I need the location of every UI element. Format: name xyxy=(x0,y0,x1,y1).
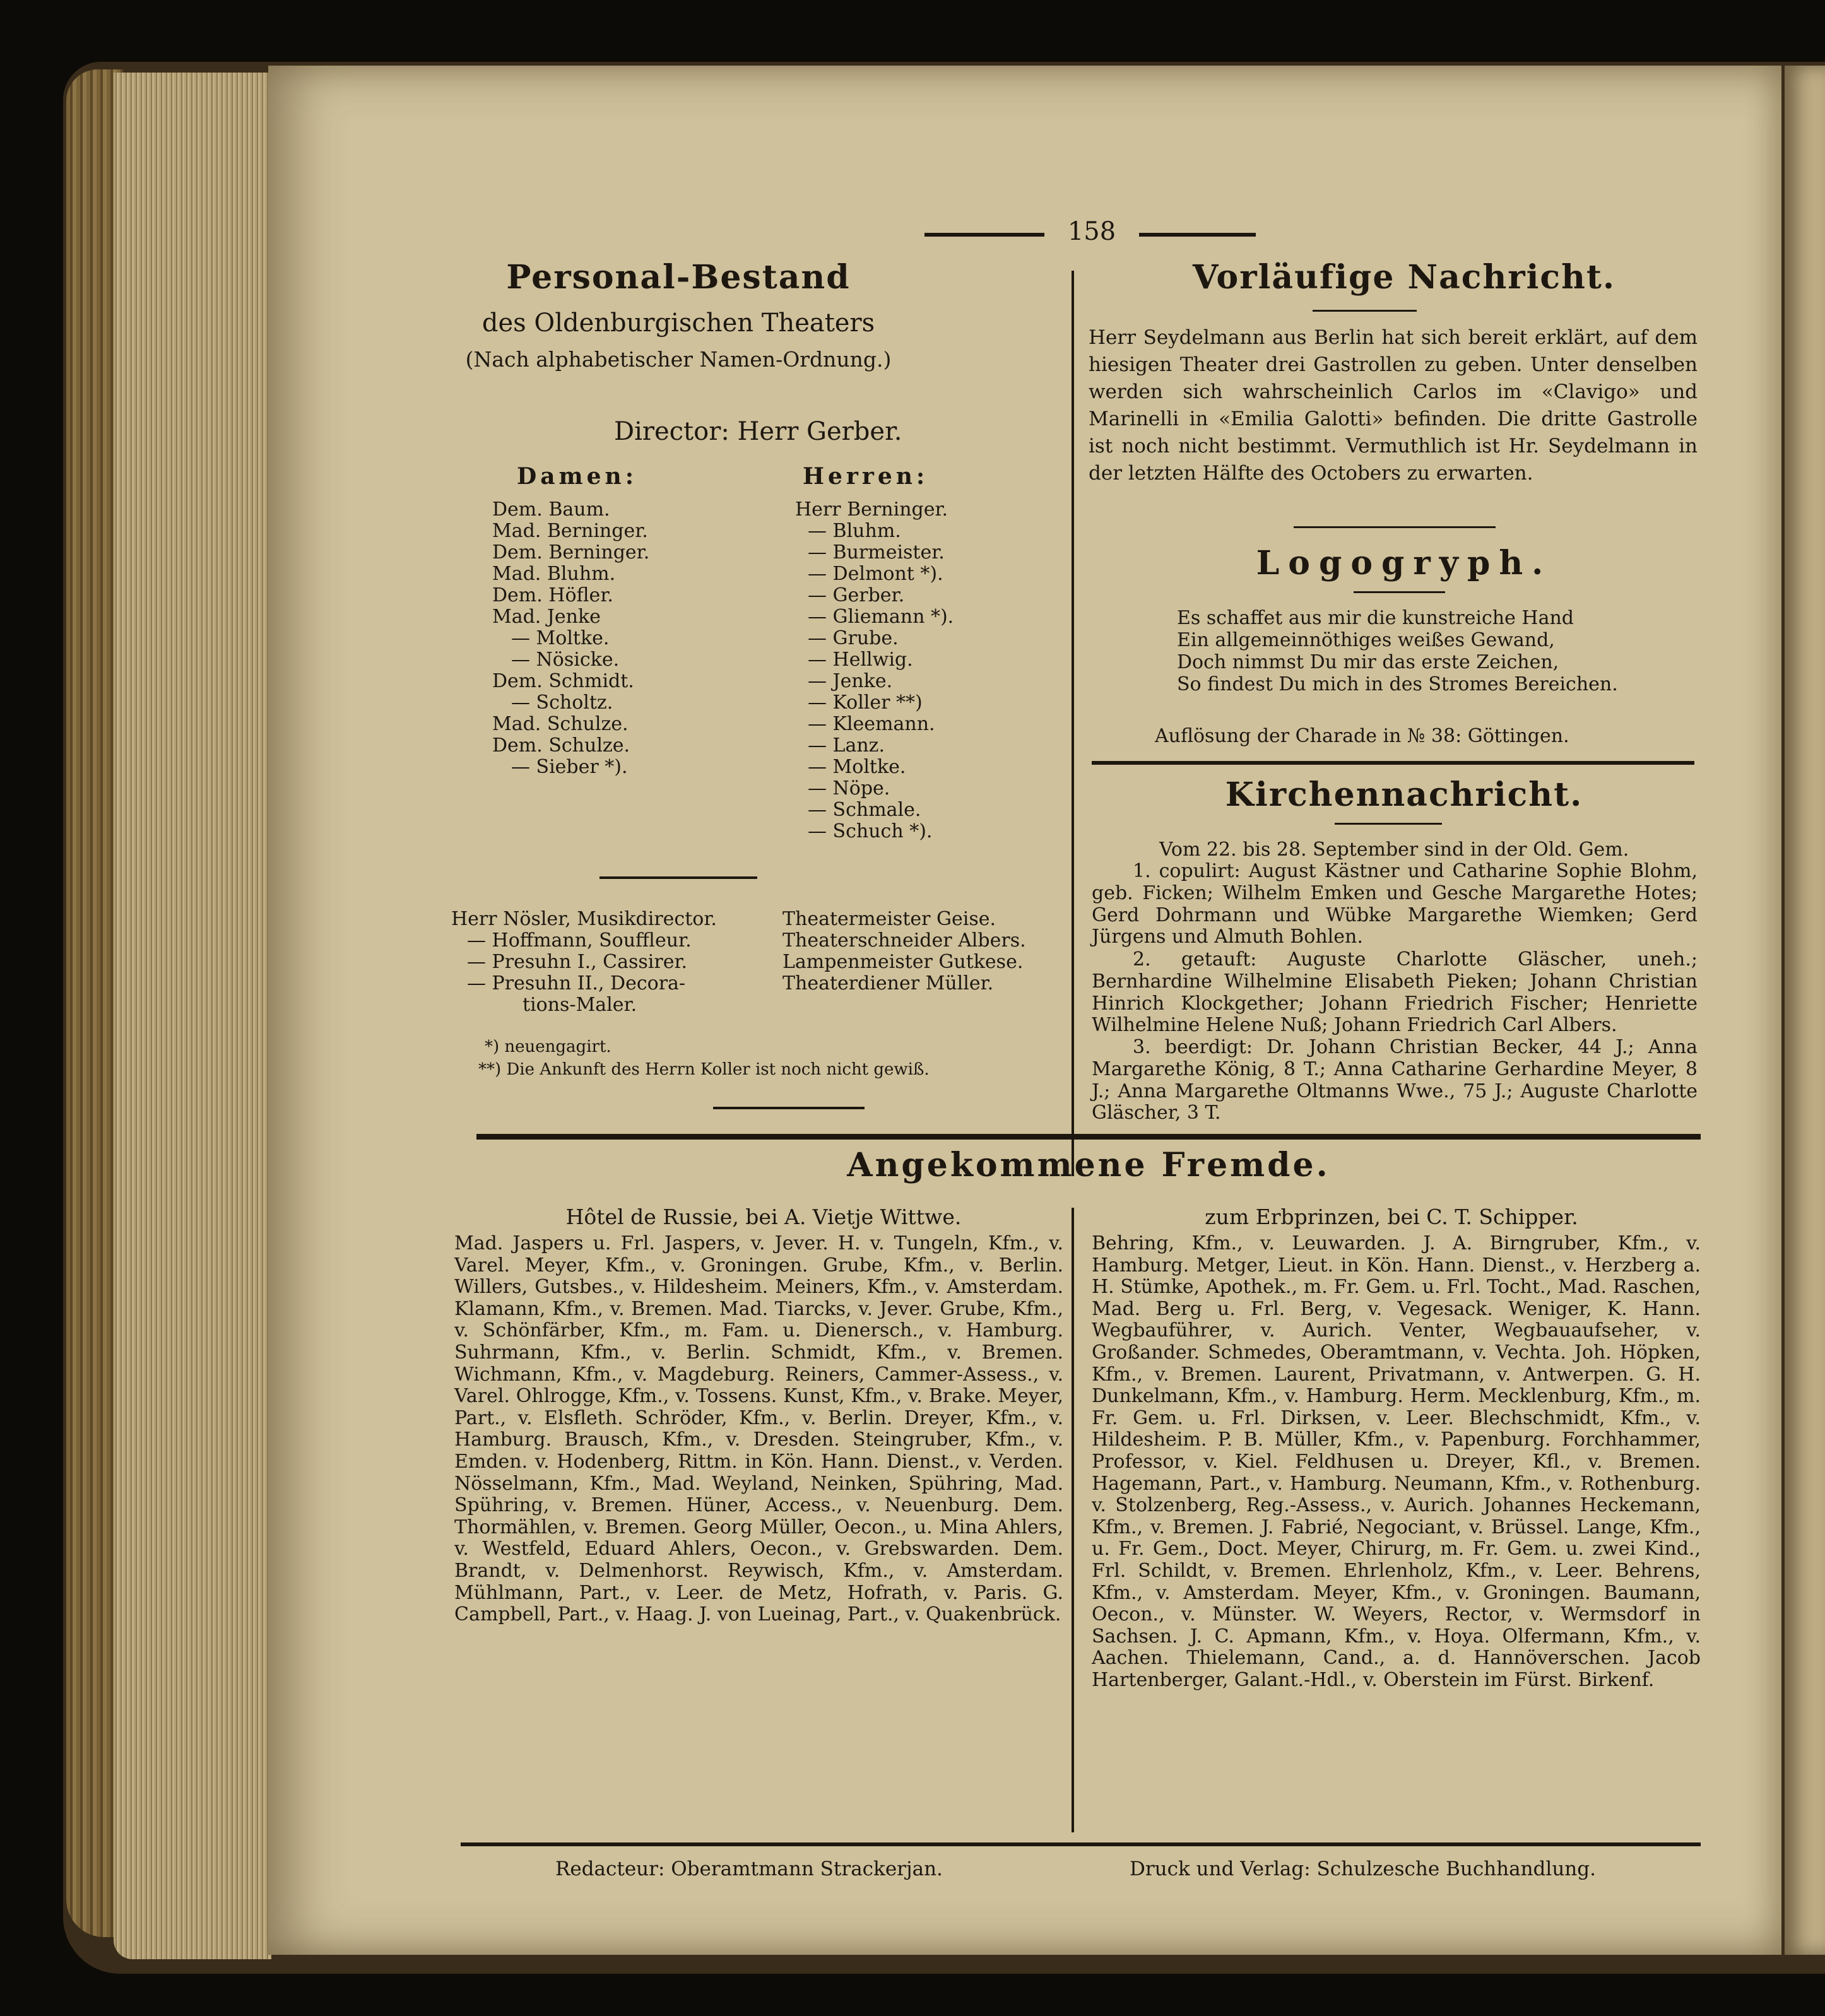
vorlaeufige-text: Herr Seydelmann aus Berlin hat sich bereit erklärt, auf dem hiesigen Theater drei Gastrollen zu geben. Unter denselben werden sich wahrscheinlich Carlos im «Clavigo» und Marinelli in «Emilia Galotti» befinden. Die dritte Gastrolle ist noch nicht bestimmt. Vermuthlich ist Hr. Seydelmann in der letzten Hälfte des Octobers zu erwarten. xyxy=(1089,326,1698,485)
herren-item: — Koller **) xyxy=(808,692,923,714)
kirchen-getauft: 2. getauft: Auguste Charlotte Gläscher, uneh.; Bernhardine Wilhelmine Elisabeth Pieken; Johann Christian Hinrich Klockgether; Johann Friedrich Fischer; Henriette Wilhelmine Helene Nuß; Johann Friedrich Carl Albers. xyxy=(1092,948,1698,1037)
herren-item: — Delmont *). xyxy=(808,563,943,585)
kirchen-title-rule xyxy=(1335,823,1442,825)
herren-item: — Nöpe. xyxy=(808,777,890,799)
herren-item: — Hellwig. xyxy=(808,649,913,671)
kirchen-top-rule xyxy=(1092,761,1694,765)
damen-item: Dem. Berninger. xyxy=(492,541,650,563)
director-line: Director: Herr Gerber. xyxy=(614,417,902,446)
damen-item: — Sieber *). xyxy=(511,756,628,778)
herren-item: — Gliemann *). xyxy=(808,606,954,628)
logogryph-line: Ein allgemeinnöthiges weißes Gewand, xyxy=(1177,629,1555,651)
damen-header: Damen: xyxy=(517,463,638,490)
damen-item: — Moltke. xyxy=(511,627,610,649)
staff-left-item: — Presuhn I., Cassirer. xyxy=(467,951,688,973)
damen-item: Mad. Schulze. xyxy=(492,713,629,735)
staff-left-item: — Presuhn II., Decora- xyxy=(467,972,686,994)
footnote: **) Die Ankunft des Herrn Koller ist noch nicht gewiß. xyxy=(478,1060,930,1079)
herren-item: — Lanz. xyxy=(808,734,885,757)
herren-item: — Moltke. xyxy=(808,756,906,778)
erbprinzen-guests: Behring, Kfm., v. Leuwarden. J. A. Birngruber, Kfm., v. Hamburg. Metger, Lieut. in Kön. Hann. Dienst., v. Herzberg a. H. Stümke, Apothek., m. Fr. Gem. u. Frl. Tocht., Mad. Raschen, Mad. Berg u. Frl. Berg, v. Vegesack. Weniger, K. Hann. Wegbauführer, v. Aurich. Venter, Wegbauaufseher, v. Großander. Schmedes, Oberamtmann, v. Vechta. Joh. Höpken, Kfm., v. Bremen. Laurent, Privatmann, v. Antwerpen. G. H. Dunkelmann, Kfm., v. Hamburg. Herm. Mecklenburg, Kfm., m. Fr. Gem. u. Frl. Dirksen, v. Leer. Blechschmidt, Kfm., v. Hildesheim. P. B. Müller, Kfm., v. Papenburg. Forchhammer, Professor, v. Kiel. Feldhusen u. Dreyer, Kfl., v. Bremen. Hagemann, Part., v. Hamburg. Neumann, Kfm., v. Rothenburg. v. Stolzenberg, Reg.-Assess., v. Aurich. Johannes Heckemann, Kfm., v. Bremen. J. Fabrié, Negociant, v. Brüssel. Lange, Kfm., u. Fr. Gem., Doct. Meyer, Chirurg, m. Fr. Gem. u. zwei Kind., Frl. Schildt, v. Bremen. Ehrlenholz, Kfm., v. Leer. Behrens, Kfm., v. Amsterdam. Meyer, Kfm., v. Groningen. Baumann, Oecon., v. Münster. W. Weyers, Rector, v. Wermsdorf in Sachsen. J. C. Apmann, Kfm., v. Hoya. Olfermann, Kfm., v. Aachen. Thielemann, Cand., a. d. Hannöverschen. Jacob Hartenberger, Galant.-Hdl., v. Oberstein im Fürst. Birkenf. xyxy=(1092,1232,1701,1691)
herren-item: — Kleemann. xyxy=(808,713,935,735)
damen-item: Mad. Bluhm. xyxy=(492,563,616,585)
logogryph-title-rule xyxy=(1354,591,1445,593)
vorlaeufige-title-rule xyxy=(1313,310,1417,312)
damen-item: Mad. Jenke xyxy=(492,606,601,628)
staff-right-item: Theatermeister Geise. xyxy=(783,908,996,930)
fremde-top-rule xyxy=(476,1134,1701,1140)
fremde-title: Angekommene Fremde. xyxy=(847,1146,1330,1184)
druck-verlag: Druck und Verlag: Schulzesche Buchhandlung. xyxy=(1130,1858,1596,1880)
damen-item: Dem. Schulze. xyxy=(492,734,630,757)
personal-order-note: (Nach alphabetischer Namen-Ordnung.) xyxy=(465,347,892,372)
herren-item: — Burmeister. xyxy=(808,541,945,563)
damen-item: — Scholtz. xyxy=(511,692,613,714)
personal-section-rule xyxy=(599,876,757,879)
damen-item: Mad. Berninger. xyxy=(492,520,648,542)
personal-title: Personal-Bestand xyxy=(506,258,851,297)
hotel-russie-header: Hôtel de Russie, bei A. Vietje Wittwe. xyxy=(565,1205,962,1229)
footnote: *) neuengagirt. xyxy=(485,1037,611,1056)
kirchen-beerdigt: 3. beerdigt: Dr. Johann Christian Becker, 44 J.; Anna Margarethe König, 8 T.; Anna Catharine Gerhardine Meyer, 8 J.; Anna Margarethe Oltmanns Wwe., 75 J.; Auguste Charlotte Gläscher, 3 T. xyxy=(1092,1036,1698,1124)
charade-solution: Auflösung der Charade in № 38: Göttingen. xyxy=(1155,725,1569,747)
damen-item: Dem. Baum. xyxy=(492,498,610,521)
herren-item: — Bluhm. xyxy=(808,520,901,542)
vorlaeufige-title: Vorläufige Nachricht. xyxy=(1192,258,1615,297)
damen-item: — Nösicke. xyxy=(511,649,620,671)
column-divider-bottom xyxy=(1072,1208,1074,1832)
kirchen-title: Kirchennachricht. xyxy=(1225,775,1583,814)
herren-item: — Jenke. xyxy=(808,670,893,692)
redacteur: Redacteur: Oberamtmann Strackerjan. xyxy=(555,1858,943,1880)
staff-right-item: Lampenmeister Gutkese. xyxy=(783,951,1024,973)
kirchen-copulirt: 1. copulirt: August Kästner und Catharine Sophie Blohm, geb. Ficken; Wilhelm Emken und Gesche Margarethe Hotes; Gerd Dohrmann und Wübke Margarethe Wiemken; Gerd Jürgens und Almuth Bohlen. xyxy=(1092,860,1698,948)
damen-item: Dem. Höfler. xyxy=(492,584,613,606)
personal-end-rule xyxy=(713,1107,865,1109)
page-number: 158 xyxy=(1067,217,1116,246)
logogryph-line: Doch nimmst Du mir das erste Zeichen, xyxy=(1177,651,1559,673)
staff-right-item: Theaterschneider Albers. xyxy=(783,929,1026,952)
herren-item: Herr Berninger. xyxy=(795,498,948,521)
herren-item: — Schuch *). xyxy=(808,820,933,842)
erbprinzen-header: zum Erbprinzen, bei C. T. Schipper. xyxy=(1205,1205,1578,1229)
staff-right-item: Theaterdiener Müller. xyxy=(783,972,994,994)
column-divider-top xyxy=(1072,271,1074,1176)
personal-subtitle: des Oldenburgischen Theaters xyxy=(481,309,875,338)
herren-item: — Schmale. xyxy=(808,799,921,821)
staff-left-item: tions-Maler. xyxy=(523,994,637,1016)
damen-item: Dem. Schmidt. xyxy=(492,670,634,692)
page-edges xyxy=(114,73,271,1959)
facing-page-edge xyxy=(1785,66,1825,1955)
hotel-russie-guests: Mad. Jaspers u. Frl. Jaspers, v. Jever. H. v. Tungeln, Kfm., v. Varel. Meyer, Kfm., v. Groningen. Grube, Kfm., v. Berlin. Willers, Gutsbes., v. Hildesheim. Meiners, Kfm., v. Amsterdam. Klamann, Kfm., v. Bremen. Mad. Tiarcks, v. Jever. Grube, Kfm., v. Schönfärber, Kfm., m. Fam. u. Dienersch., v. Hamburg. Suhrmann, Kfm., v. Berlin. Schmidt, Kfm., v. Bremen. Wichmann, Kfm., v. Magdeburg. Reiners, Cammer-Assess., v. Varel. Ohlrogge, Kfm., v. Tossens. Kunst, Kfm., v. Brake. Meyer, Part., v. Elsfleth. Schröder, Kfm., v. Berlin. Dreyer, Kfm., v. Hamburg. Brausch, Kfm., v. Dresden. Steingruber, Kfm., v. Emden. v. Hodenberg, Rittm. in Kön. Hann. Dienst., v. Verden. Nösselmann, Kfm., Mad. Weyland, Neinken, Spühring, Mad. Spühring, v. Bremen. Hüner, Access., v. Neuenburg. Dem. Thormählen, v. Bremen. Georg Müller, Oecon., u. Mina Ahlers, v. Westfeld, Eduard Ahlers, Oecon., v. Grebswarden. Dem. Brandt, v. Delmenhorst. Reywisch, Kfm., v. Amsterdam. Mühlmann, Part., v. Leer. de Metz, Hofrath, v. Paris. G. Campbell, Part., v. Haag. J. von Lueinag, Part., v. Quakenbrück. xyxy=(454,1232,1063,1626)
herren-item: — Gerber. xyxy=(808,584,905,606)
page-number-rule-left xyxy=(924,233,1044,237)
vorlaeufige-end-rule xyxy=(1294,526,1496,528)
staff-left-item: Herr Nösler, Musikdirector. xyxy=(451,908,717,930)
page-number-rule-right xyxy=(1139,233,1256,237)
logogryph-line: Es schaffet aus mir die kunstreiche Hand xyxy=(1177,607,1574,629)
herren-item: — Grube. xyxy=(808,627,899,649)
logogryph-line: So findest Du mich in des Stromes Bereichen. xyxy=(1177,673,1618,695)
kirchen-intro: Vom 22. bis 28. September sind in der Old. Gem. xyxy=(1159,839,1629,861)
logogryph-title: Logogryph. xyxy=(1256,544,1552,582)
footer-rule xyxy=(461,1842,1701,1846)
newspaper-page xyxy=(268,66,1781,1955)
herren-header: Herren: xyxy=(803,463,929,490)
staff-left-item: — Hoffmann, Souffleur. xyxy=(467,929,692,952)
